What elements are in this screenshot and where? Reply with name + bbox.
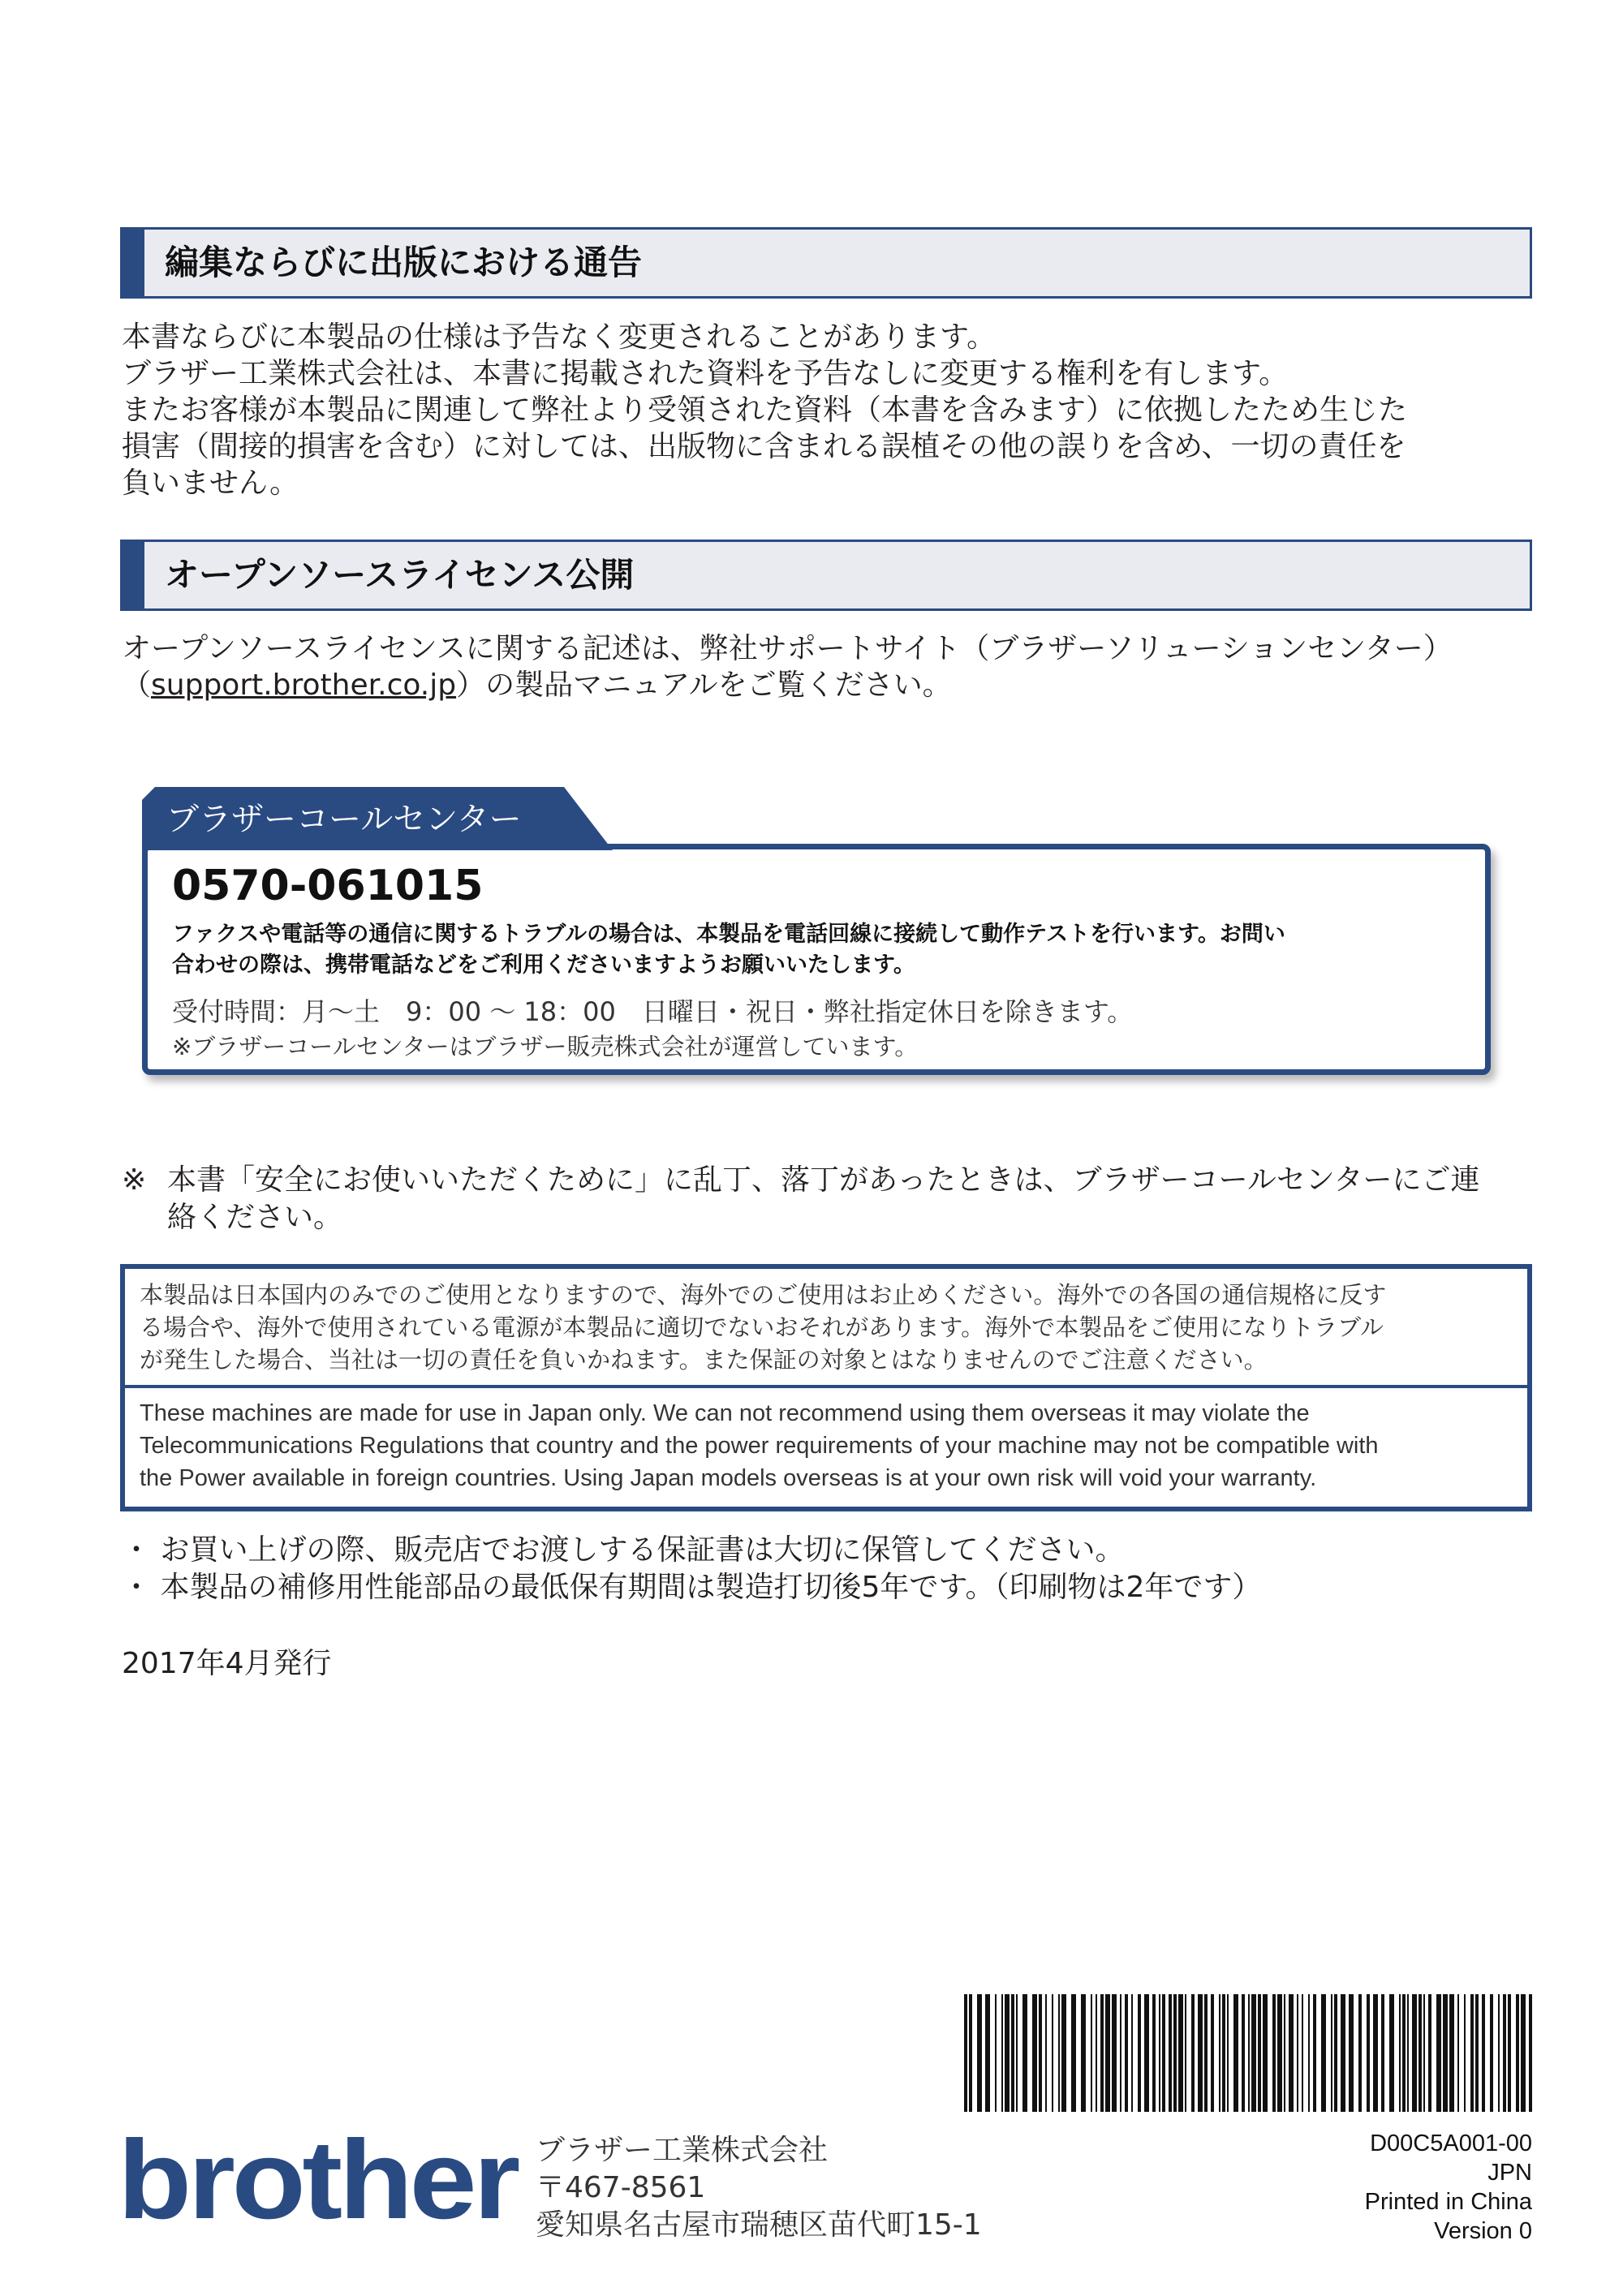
barcode-bar [1263,1994,1268,2112]
open-paren: （ [122,669,152,702]
barcode-bar [1503,1994,1506,2112]
barcode-bar [1227,1994,1229,2112]
barcode-bar [1302,1994,1303,2112]
barcode-bar [1185,1994,1186,2112]
barcode-bar [1407,1994,1409,2112]
barcode-bar [1081,1994,1086,2112]
warning-en-line: These machines are made for use in Japan only. We can not recommend using them overseas it may violate the [140,1400,1310,1426]
barcode-bar [964,1994,967,2112]
barcode-bar [1412,1994,1417,2112]
barcode-bar [1061,1994,1066,2112]
region-code: JPN [1487,2160,1532,2186]
note-line: 本書「安全にお使いいただくために」に乱丁、落丁があったときは、ブラザーコールセンターにご連 [167,1163,1480,1197]
notice-body [122,319,1407,501]
barcode-bar [1191,1994,1195,2112]
barcode-bar [1058,1994,1060,2112]
barcode-bar [1297,1994,1298,2112]
opensource-section-header [120,540,1532,611]
barcode-bar [1389,1994,1394,2112]
notice-line: 負いません。 [122,467,299,500]
warning-divider [120,1385,1532,1388]
note-line: 絡ください。 [167,1201,343,1234]
barcode-bar [1096,1994,1097,2112]
barcode-bar [1071,1994,1076,2112]
barcode-bar [1490,1994,1493,2112]
barcode-bar [1211,1994,1214,2112]
barcode-bar [1178,1994,1183,2112]
barcode-bar [1169,1994,1172,2112]
warning-japanese [140,1279,1386,1376]
notice-title: 編集ならびに出版における通告 [165,243,643,282]
brother-logo [118,2127,523,2233]
barcode-bar [1198,1994,1203,2112]
barcode-bar [1091,1994,1092,2112]
call-center-description [172,919,1285,981]
barcode-bar [1529,1994,1532,2112]
barcode-bar [1358,1994,1362,2112]
barcode-bar [1464,1994,1466,2112]
barcode-bar [1022,1994,1027,2112]
call-desc-line: ファクスや電話等の通信に関するトラブルの場合は、本製品を電話回線に接続して動作テストを行います。お問い [172,922,1285,947]
call-desc-line: 合わせの際は、携帯電話などをご利用くださいますようお願いいたします。 [172,952,915,978]
issue-date: 2017年4月発行 [122,1647,332,1680]
barcode-bar [1011,1994,1014,2112]
barcode-bar [1508,1994,1511,2112]
notice-line: 損害（間接的損害を含む）に対しては、出版物に含まれる誤植その他の誤りを含め、一切の責任を [122,430,1406,463]
barcode-bar [1313,1994,1316,2112]
opensource-title: オープンソースライセンス公開 [165,555,635,595]
barcode-bar [1423,1994,1425,2112]
warning-english [140,1397,1379,1494]
barcode-bar [1120,1994,1121,2112]
call-center-label: ブラザーコールセンター [166,801,522,838]
barcode-bar [1341,1994,1345,2112]
barcode-bar [1144,1994,1149,2112]
reference-mark: ※ [122,1163,147,1197]
barcode-bar [1251,1994,1256,2112]
barcode-bar [1162,1994,1165,2112]
brother-logo-text: brother [118,2127,519,2233]
barcode-bar [1100,1994,1104,2112]
barcode-bar [1005,1994,1010,2112]
postal-code: 〒467-8561 [536,2171,706,2204]
barcode-bar [1125,1994,1128,2112]
barcode-bar [1443,1994,1448,2112]
bullet-item: ・ 本製品の補修用性能部品の最低保有期間は製造打切後5年です。（印刷物は2年です） [122,1571,1262,1604]
barcode-bar [1277,1994,1282,2112]
barcode-bar [977,1994,982,2112]
barcode-bar [1475,1994,1479,2112]
notice-section-header [120,227,1532,299]
barcode-bar [1331,1994,1332,2112]
support-site-link[interactable]: support.brother.co.jp [151,669,457,702]
barcode-bar [1233,1994,1238,2112]
opensource-line-2 [122,667,1453,703]
barcode-bar [1521,1994,1526,2112]
barcode-bar [1173,1994,1177,2112]
barcode-bar [1204,1994,1208,2112]
barcode-bar [1419,1994,1422,2112]
opensource-body [122,630,1453,703]
printed-in: Printed in China [1364,2189,1532,2215]
document-codes [1365,2129,1532,2246]
barcode-bar [1152,1994,1156,2112]
header-accent-bar [120,227,144,299]
barcode-bar [1334,1994,1337,2112]
barcode-bar [995,1994,997,2112]
barcode-bar [969,1994,972,2112]
barcode-bar [1131,1994,1133,2112]
opensource-line: オープンソースライセンスに関する記述は、弊社サポートサイト（ブラザーソリューションセンター） [122,632,1453,665]
barcode-bar [1248,1994,1250,2112]
barcode-bar [1428,1994,1431,2112]
barcode-bar [1222,1994,1225,2112]
barcode-bar [1367,1994,1370,2112]
barcode-bar [1159,1994,1160,2112]
barcode-bar [1516,1994,1519,2112]
barcode-bar [1470,1994,1474,2112]
barcode-bar [1381,1994,1384,2112]
warning-jp-line: る場合や、海外で使用されている電源が本製品に適切でないおそれがあります。海外で本製品をご使用になりトラブル [140,1314,1384,1341]
call-center-hours: 受付時間：月～土 9：00 ～ 18：00 日曜日・祝日・弊社指定休日を除きます。 [172,996,1134,1027]
barcode-bar [1402,1994,1406,2112]
bullet-item: ・ お買い上げの際、販売店でお渡しする保証書は大切に保管してください。 [122,1533,1125,1567]
barcode-bar [1039,1994,1042,2112]
barcode-bar [985,1994,990,2112]
barcode-bar [1436,1994,1441,2112]
barcode-bar [1373,1994,1378,2112]
warning-jp-line: が発生した場合、当社は一切の責任を負いかねます。また保証の対象とはなりませんのでご注意ください。 [140,1346,1268,1374]
barcode-bar [1105,1994,1110,2112]
warning-jp-line: 本製品は日本国内のみでのご使用となりますので、海外でのご使用はお止めください。海外での各国の通信規格に反す [140,1281,1387,1309]
barcode-bar [1272,1994,1276,2112]
call-center-operator: ※ブラザーコールセンターはブラザー販売株式会社が運営しています。 [172,1033,919,1060]
barcode-bar [1032,1994,1037,2112]
notice-line: 本書ならびに本製品の仕様は予告なく変更されることがあります。 [122,320,997,354]
barcode [964,1994,1532,2112]
street-address: 愛知県名古屋市瑞穂区苗代町15-1 [536,2208,982,2242]
barcode-bar [1284,1994,1285,2112]
barcode-bar [1138,1994,1141,2112]
company-address [536,2132,982,2244]
barcode-bar [1219,1994,1220,2112]
opensource-line-rest: ）の製品マニュアルをご覧ください。 [456,669,952,702]
warning-en-line: the Power available in foreign countries. Using Japan models overseas is at your own risk will void your warranty. [140,1465,1317,1491]
barcode-bar [1449,1994,1454,2112]
note-text [167,1162,1479,1236]
barcode-bar [1242,1994,1245,2112]
header-accent-bar [120,540,144,611]
barcode-bar [1289,1994,1294,2112]
warning-en-line: Telecommunications Regulations that country and the power requirements of your machine may not be compatible with [140,1433,1379,1459]
barcode-bar [1321,1994,1326,2112]
barcode-bar [1457,1994,1459,2112]
barcode-bar [1308,1994,1310,2112]
barcode-bar [1349,1994,1354,2112]
company-name: ブラザー工業株式会社 [536,2134,829,2167]
call-center-phone: 0570-061015 [172,862,484,910]
document-code: D00C5A001-00 [1370,2130,1532,2156]
barcode-bar [1498,1994,1500,2112]
warranty-bullets [122,1532,1261,1606]
barcode-bar [1399,1994,1401,2112]
notice-line: またお客様が本製品に関連して弊社より受領された資料（本書を含みます）に依拠したため生じた [122,393,1408,427]
version: Version 0 [1434,2218,1532,2244]
barcode-bar [1045,1994,1047,2112]
barcode-bar [1052,1994,1053,2112]
barcode-bar [1016,1994,1018,2112]
barcode-bar [1112,1994,1117,2112]
barcode-bar [1482,1994,1485,2112]
notice-line: ブラザー工業株式会社は、本書に掲載された資料を予告なしに変更する権利を有します。 [122,357,1289,390]
barcode-bar [1258,1994,1261,2112]
barcode-bar [1001,1994,1003,2112]
